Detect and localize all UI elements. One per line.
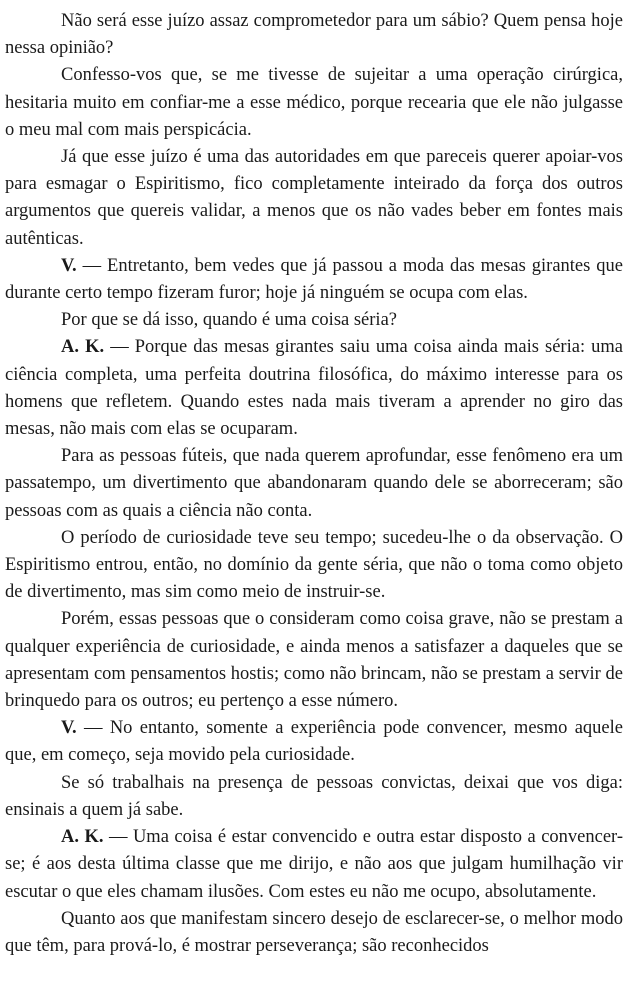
paragraph-text: Porém, essas pessoas que o consideram como coisa grave, não se prestam a qualquer experiência de curiosidade, e ainda menos a satisfazer a daqueles que se apresentam com pensamentos hostis; como não brincam, não se prestam a servir de brinquedo para os outros; eu pertenço a esse número. [5,609,623,712]
paragraph [5,8,623,62]
paragraph [5,770,623,824]
dialogue-paragraph [5,253,623,307]
speaker-label: V. [61,255,77,276]
dialogue-paragraph [5,824,623,906]
paragraph-text: Se só trabalhais na presença de pessoas convictas, deixai que vos diga: ensinais a quem já sabe. [5,772,623,820]
dialogue-paragraph [5,715,623,769]
paragraph-text: Já que esse juízo é uma das autoridades em que pareceis querer apoiar-vos para esmagar o Espiritismo, fico completamente inteirado da força dos outros argumentos que quereis validar, a menos que os não vades beber em fontes mais autênticas. [5,147,623,249]
paragraph-text: — No entanto, somente a experiência pode convencer, mesmo aquele que, em começo, seja movido pela curiosidade. [5,718,623,766]
paragraph [5,144,623,253]
paragraph-text: Por que se dá isso, quando é uma coisa séria? [61,310,397,331]
paragraph-text: — Uma coisa é estar convencido e outra estar disposto a convencer-se; é aos desta última classe que me dirijo, e não aos que julgam humilhação vir escutar o que eles chamam ilusões. Com estes eu não me ocupo, absolutamente. [5,827,623,902]
paragraph [5,443,623,525]
paragraph-text: — Entretanto, bem vedes que já passou a moda das mesas girantes que durante certo tempo fizeram furor; hoje já ninguém se ocupa com elas. [5,255,624,304]
paragraph [5,307,623,334]
speaker-label: A. K. [61,827,104,848]
paragraph-text: Não será esse juízo assaz comprometedor para um sábio? Quem pensa hoje nessa opinião? [5,11,623,59]
speaker-label: A. K. [61,337,105,358]
paragraph-text: O período de curiosidade teve seu tempo; sucedeu-lhe o da observação. O Espiritismo entrou, então, no domínio da gente séria, que não o toma como objeto de divertimento, mas sim como meio de instruir-se. [5,527,623,603]
paragraph-text: Confesso-vos que, se me tivesse de sujeitar a uma operação cirúrgica, hesitaria muito em confiar-me a esse médico, porque recearia que ele não julgasse o meu mal com mais perspicácia. [5,65,623,140]
paragraph-text: Para as pessoas fúteis, que nada querem aprofundar, esse fenômeno era um passatempo, um divertimento que abandonaram quando dele se aborreceram; são pessoas com as quais a ciência não conta. [5,446,623,521]
paragraph-text: — Porque das mesas girantes saiu uma coisa ainda mais séria: uma ciência completa, uma perfeita doutrina filosófica, do máximo interesse para os homens que refletem. Quando estes nada mais tiveram a aprender no giro das mesas, não mais com elas se ocuparam. [5,337,624,440]
dialogue-paragraph [5,334,623,443]
paragraph [5,906,623,960]
speaker-label: V. [61,718,77,739]
paragraph [5,525,623,607]
paragraph [5,62,623,144]
paragraph [5,606,623,715]
paragraph-text: Quanto aos que manifestam sincero desejo de esclarecer-se, o melhor modo que têm, para prová-lo, é mostrar perseverança; são reconhecidos [5,908,623,956]
